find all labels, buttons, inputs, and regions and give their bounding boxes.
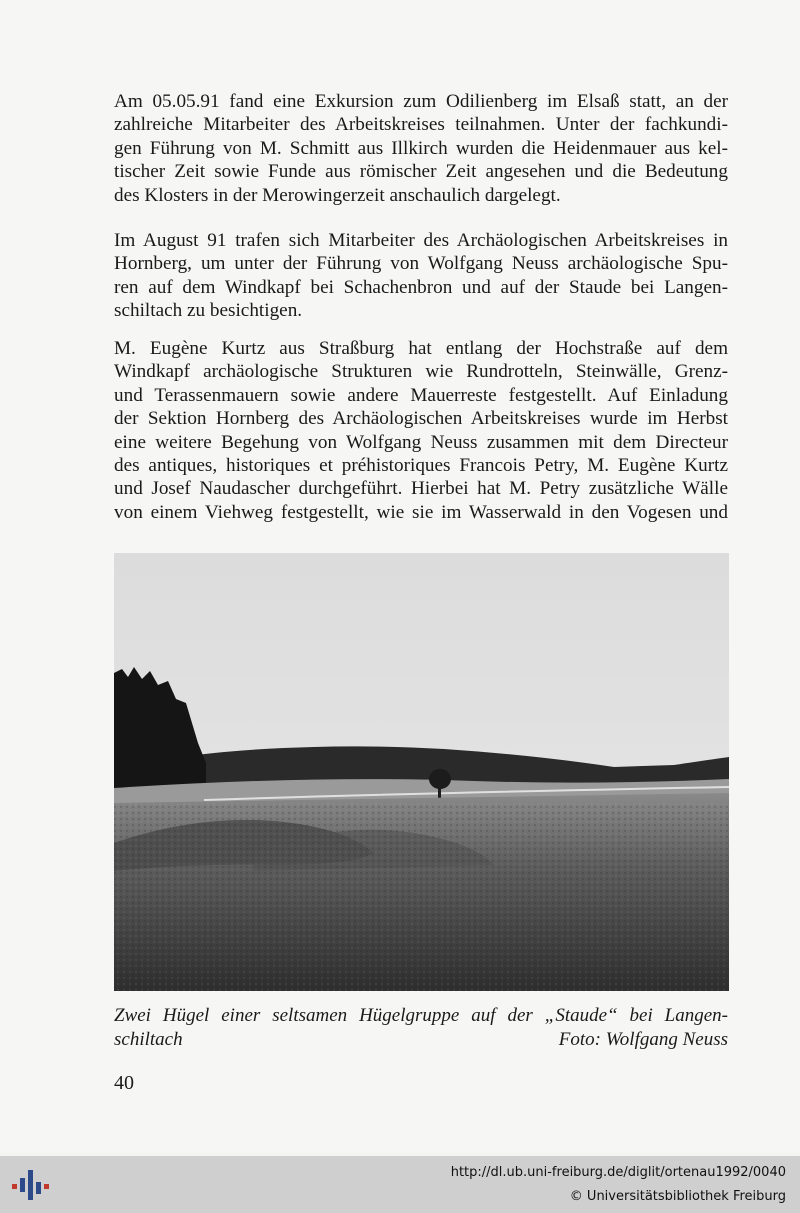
paragraph-1 <box>114 90 728 207</box>
page-number: 40 <box>114 1072 134 1094</box>
text-line: der Sektion Hornberg des Archäologischen Arbeitskreises wurde im Herbst <box>114 408 728 430</box>
text-line: von einem Viehweg festgestellt, wie sie im Wasserwald in den Vogesen und <box>114 501 728 523</box>
text-line: tischer Zeit sowie Funde aus römischer Zeit angesehen und die Bedeutung <box>114 161 728 183</box>
landscape-photo <box>114 553 729 991</box>
library-footer <box>0 1156 800 1213</box>
text-line: schiltach zu besichtigen. <box>114 300 303 322</box>
library-logo-icon <box>10 1164 52 1204</box>
caption-text: schiltach <box>114 1029 183 1050</box>
photo-credit: Foto: Wolfgang Neuss <box>558 1029 728 1050</box>
text-line: Im August 91 trafen sich Mitarbeiter des Archäologischen Arbeitskreises in <box>114 230 728 251</box>
copyright-notice: © Universitätsbibliothek Freiburg <box>569 1189 786 1204</box>
caption-line <box>114 1028 728 1052</box>
paragraph-3 <box>114 337 728 524</box>
photo-caption <box>114 1004 728 1052</box>
text-line: zahlreiche Mitarbeiter des Arbeitskreises teilnahmen. Unter der fachkundi- <box>114 114 728 136</box>
text-line: M. Eugène Kurtz aus Straßburg hat entlang der Hochstraße auf dem <box>114 338 728 359</box>
caption-line: Zwei Hügel einer seltsamen Hügelgruppe auf der „Staude“ bei Langen- <box>114 1005 728 1026</box>
text-line: Am 05.05.91 fand eine Exkursion zum Odilienberg im Elsaß statt, an der <box>114 91 728 112</box>
text-line: des Klosters in der Merowingerzeit anschaulich dargelegt. <box>114 184 561 206</box>
text-line: eine weitere Begehung von Wolfgang Neuss zusammen mit dem Directeur <box>114 431 728 453</box>
source-url[interactable]: http://dl.ub.uni-freiburg.de/diglit/ortenau1992/0040 <box>450 1165 786 1180</box>
text-line: und Terassenmauern sowie andere Mauerreste festgestellt. Auf Einladung <box>114 384 728 406</box>
text-line: und Josef Naudascher durchgeführt. Hierbei hat M. Petry zusätzliche Wälle <box>114 478 728 500</box>
paragraph-2 <box>114 229 728 323</box>
text-line: Hornberg, um unter der Führung von Wolfgang Neuss archäologische Spu- <box>114 253 728 275</box>
text-line: Windkapf archäologische Strukturen wie Rundrotteln, Steinwälle, Grenz- <box>114 361 728 383</box>
text-line: des antiques, historiques et préhistoriques Francois Petry, M. Eugène Kurtz <box>114 455 728 477</box>
text-line: ren auf dem Windkapf bei Schachenbron und auf der Staude bei Langen- <box>114 276 728 298</box>
text-line: gen Führung von M. Schmitt aus Illkirch wurden die Heidenmauer aus kel- <box>114 137 728 159</box>
